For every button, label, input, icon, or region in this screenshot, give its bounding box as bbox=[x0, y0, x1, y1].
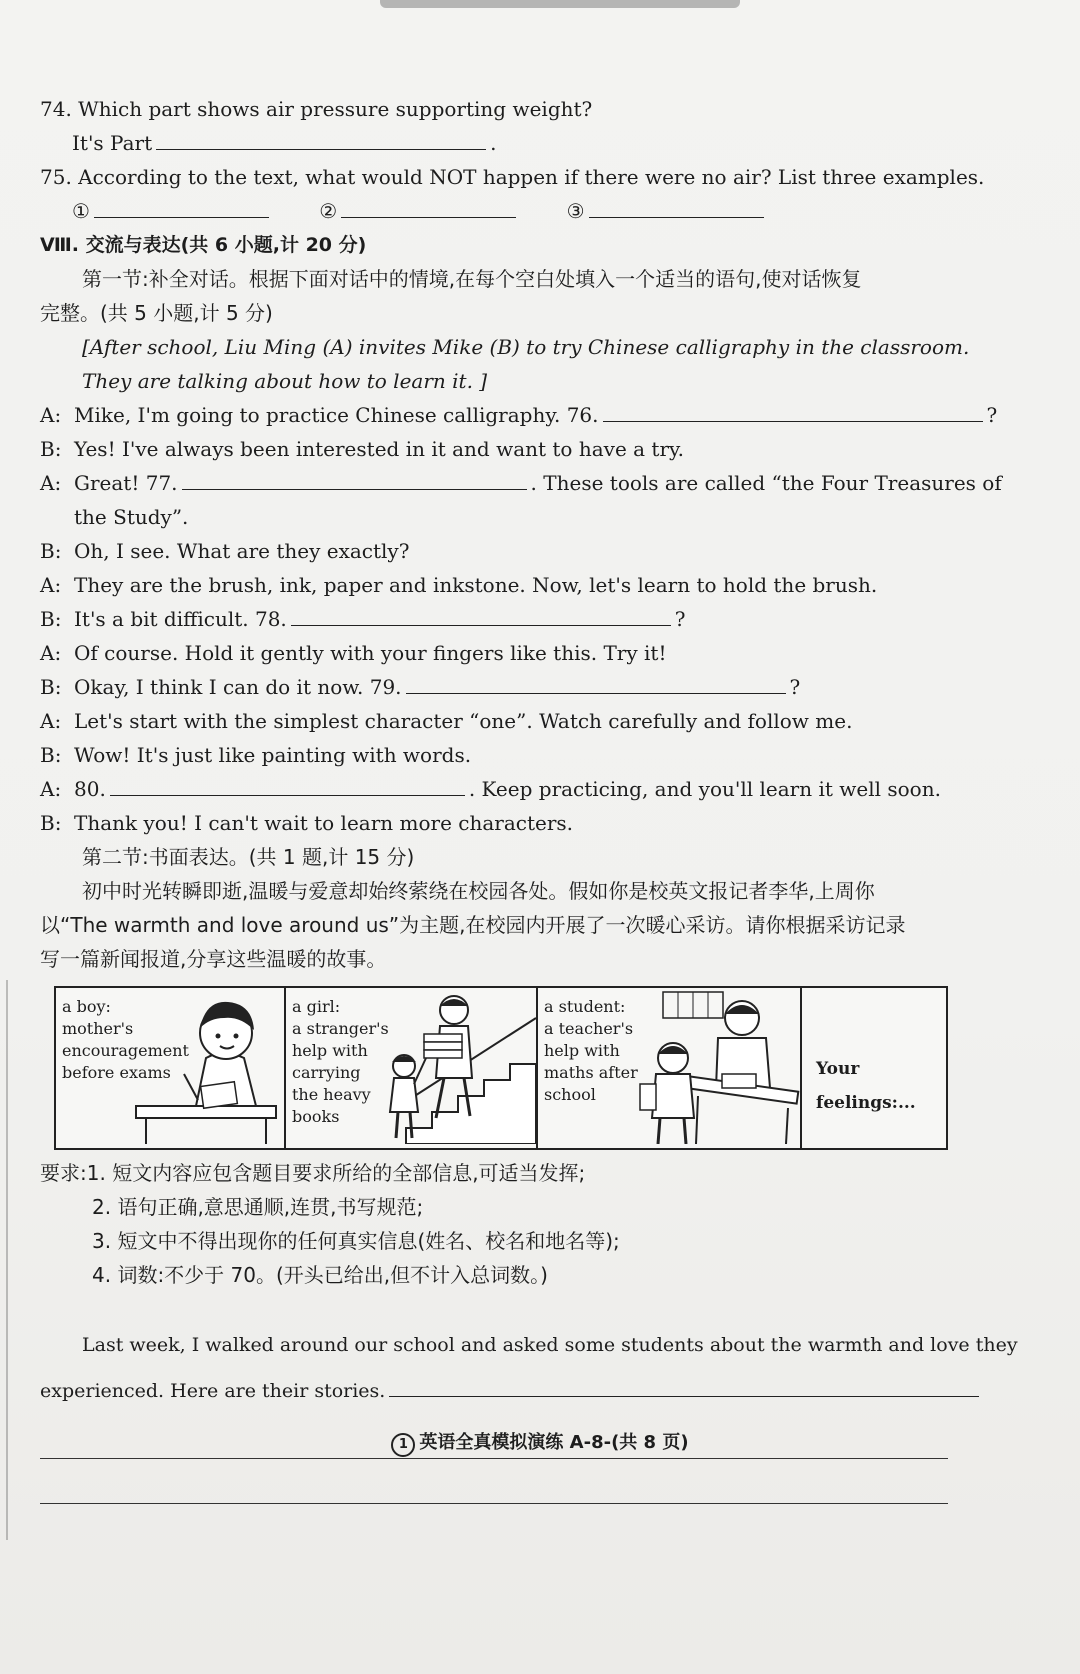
requirement-item: 4. 词数:不少于 70。(开头已给出,但不计入总词数。) bbox=[92, 1263, 548, 1287]
blank-78[interactable] bbox=[291, 603, 671, 626]
exam-content bbox=[40, 92, 1018, 1504]
question-74: 74. Which part shows air pressure supporting weight? bbox=[40, 97, 593, 121]
writing-area bbox=[40, 1322, 1018, 1504]
answer-74: It's Part . bbox=[40, 126, 1015, 160]
requirement-item: 2. 语句正确,意思通顺,连贯,书写规范; bbox=[92, 1195, 424, 1219]
prompt-line-2: 以“The warmth and love around us”为主题,在校园内开展了一次暖心采访。请你根据采访记录 bbox=[40, 913, 906, 937]
boy-studying-illustration bbox=[56, 988, 284, 1144]
dialogue-line: B: Wow! It's just like painting with words. bbox=[40, 743, 472, 767]
requirements bbox=[40, 1156, 1015, 1292]
dialogue-line: A: Of course. Hold it gently with your fingers like this. Try it! bbox=[40, 641, 667, 665]
requirement-item: 3. 短文中不得出现你的任何真实信息(姓名、校名和地名等); bbox=[92, 1229, 620, 1253]
writing-opening-2: experienced. Here are their stories. bbox=[40, 1368, 1015, 1414]
prompt-line-3: 写一篇新闻报道,分享这些温暖的故事。 bbox=[40, 947, 387, 971]
answer-75-blank-1[interactable] bbox=[94, 195, 269, 218]
blank-80[interactable] bbox=[110, 773, 465, 796]
blank-77[interactable] bbox=[182, 467, 527, 490]
girl-helping-illustration bbox=[286, 988, 536, 1144]
panel-girl: a girl: a stranger's help with carrying the heavy books bbox=[286, 988, 538, 1148]
dialogue bbox=[40, 398, 1015, 840]
dialogue-line: B: Okay, I think I can do it now. 79. ? bbox=[40, 670, 1015, 704]
writing-opening-1: Last week, I walked around our school and asked some students about the warmth and love they bbox=[82, 1334, 1018, 1356]
footer-text: 英语全真模拟演练 A-8-(共 8 页) bbox=[419, 1432, 689, 1453]
writing-blank[interactable] bbox=[389, 1374, 979, 1397]
teacher-helping-illustration bbox=[538, 988, 800, 1144]
dialogue-line: A: They are the brush, ink, paper and inkstone. Now, let's learn to hold the brush. bbox=[40, 573, 878, 597]
dialogue-line: A: Mike, I'm going to practice Chinese calligraphy. 76. ? bbox=[40, 398, 1015, 432]
interview-pictures bbox=[54, 986, 948, 1150]
dialogue-scene: [After school, Liu Ming (A) invites Mike (B) to try Chinese calligraphy in the classroom. They are talking about how to learn it. ] bbox=[82, 335, 970, 393]
answer-75-blank-2[interactable] bbox=[341, 195, 516, 218]
question-75: 75. According to the text, what would NOT happen if there were no air? List three examples. bbox=[40, 165, 985, 189]
part2-heading: 第二节:书面表达。(共 1 题,计 15 分) bbox=[82, 845, 415, 869]
panel-feelings: Your feelings:... bbox=[816, 1059, 916, 1113]
blank-76[interactable] bbox=[603, 399, 983, 422]
answer-75-blank-3[interactable] bbox=[589, 195, 764, 218]
dialogue-line: A: 80. . Keep practicing, and you'll learn it well soon. bbox=[40, 772, 1015, 806]
dialogue-line: A: Let's start with the simplest character “one”. Watch carefully and follow me. bbox=[40, 709, 853, 733]
writing-line[interactable] bbox=[40, 1459, 948, 1504]
section-8-title: Ⅷ. 交流与表达(共 6 小题,计 20 分) bbox=[40, 234, 367, 256]
panel-boy: a boy: mother's encouragement before exams bbox=[56, 988, 286, 1148]
dialogue-line: B: Yes! I've always been interested in it and want to have a try. bbox=[40, 437, 685, 461]
dialogue-line: B: Thank you! I can't wait to learn more characters. bbox=[40, 811, 574, 835]
part1-heading: 第一节:补全对话。根据下面对话中的情境,在每个空白处填入一个适当的语句,使对话恢复 bbox=[82, 267, 862, 291]
blank-79[interactable] bbox=[406, 671, 786, 694]
panel-student: a student: a teacher's help with maths after school bbox=[538, 988, 802, 1148]
answer-75-row: ① ② ③ bbox=[40, 194, 1015, 228]
dialogue-line: B: Oh, I see. What are they exactly? bbox=[40, 539, 410, 563]
dialogue-line: A: Great! 77. . These tools are called “the Four Treasures of the Study”. bbox=[40, 466, 1015, 534]
part1-heading-cont: 完整。(共 5 小题,计 5 分) bbox=[40, 301, 273, 325]
page-top-shadow bbox=[380, 0, 740, 8]
requirement-item: 要求:1. 短文内容应包含题目要求所给的全部信息,可适当发挥; bbox=[40, 1161, 586, 1185]
dialogue-line: B: It's a bit difficult. 78. ? bbox=[40, 602, 1015, 636]
prompt-line-1: 初中时光转瞬即逝,温暖与爱意却始终萦绕在校园各处。假如你是校英文报记者李华,上周你 bbox=[82, 879, 875, 903]
page-footer bbox=[0, 1428, 1080, 1457]
answer-74-blank[interactable] bbox=[156, 127, 486, 150]
footer-badge: 1 bbox=[391, 1433, 415, 1457]
